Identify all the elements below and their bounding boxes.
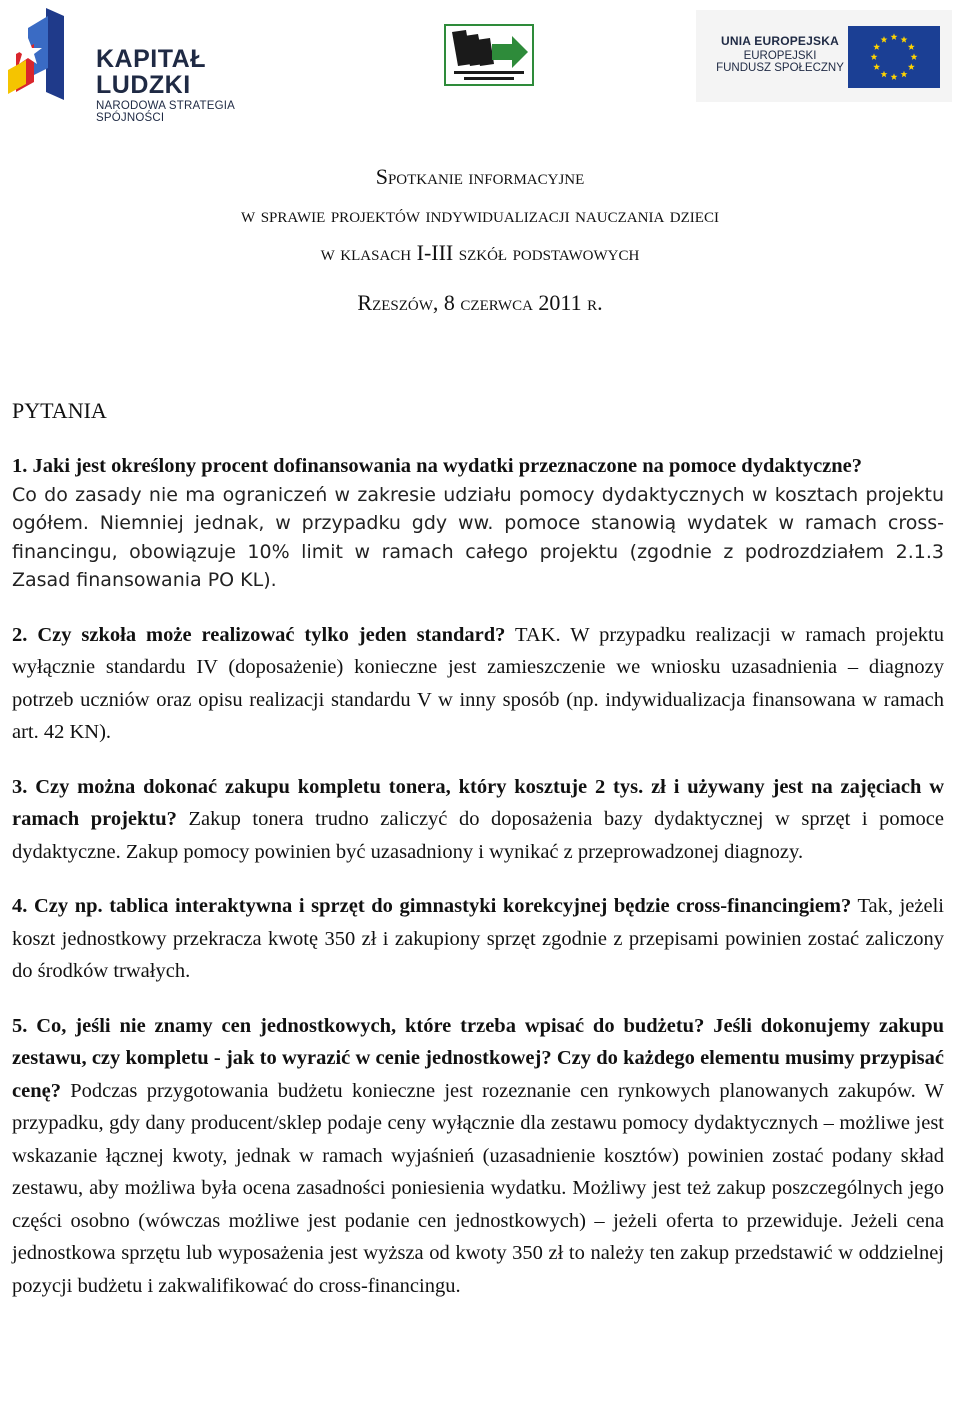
answer-text: TAK. W przypadku realizacji w ramach projektu wyłącznie standardu IV (doposażenie) konieczne jest zamieszczenie we wniosku uzasadnienia – diagnozy potrzeb uczniów oraz opisu realizacji standardu V w inny sposób (np. indywidualizacja finansowana w ramach art. 42 KN). xyxy=(12,623,944,743)
answer-text: Co do zasady nie ma ograniczeń w zakresie udziału pomocy dydaktycznych w kosztach projektu ogółem. Niemniej jednak, w przypadku gdy ww. pomoce stanowią wydatek w ramach cross-financingu, obowiązuje 10% limit w ramach całego projektu (zgodnie z podrozdziałem 2.1.3 Zasad finansowania PO KL). xyxy=(12,483,944,591)
question-text: 5. Co, jeśli nie znamy cen jednostkowych, które trzeba wpisać do budżetu? Jeśli dokonujemy zakupu zestawu, czy kompletu - jak to wyrazić w cenie jednostkowej? Czy do każdego elementu musimy przypisać cenę? xyxy=(12,1014,944,1102)
ue-wordmark xyxy=(716,34,844,74)
unia-europejska-logo xyxy=(696,10,952,102)
kapital-ludzki-wordmark xyxy=(96,46,298,124)
kapital-ludzki-logo xyxy=(8,8,298,124)
questions-list xyxy=(12,452,944,1324)
question-text: 2. Czy szkoła może realizować tylko jeden standard? xyxy=(12,623,506,646)
kapital-ludzki-subtitle: NARODOWA STRATEGIA SPÓJNOŚCI xyxy=(96,100,235,124)
eu-flag-icon xyxy=(848,26,940,88)
answer-text: Zakup tonera trudno zaliczyć do doposażenia bazy dydaktycznej w sprzęt i pomoce dydaktyczne. Zakup pomocy powinien być uzasadniony i wynikać z przeprowadzonej diagnozy. xyxy=(12,808,944,863)
wup-emblem-icon xyxy=(444,24,534,86)
question-text: 1. Jaki jest określony procent dofinansowania na wydatki przeznaczone na pomoce dydaktyczne? xyxy=(12,455,863,477)
section-heading: PYTANIA xyxy=(12,398,107,423)
title-line-3: w klasach I-III szkół podstawowych xyxy=(320,240,640,265)
kapital-ludzki-emblem-icon xyxy=(8,8,78,100)
question-text: 3. Czy można dokonać zakupu kompletu tonera, który kosztuje 2 tys. zł i używany jest na zajęciach w ramach projektu? xyxy=(12,775,944,830)
ue-line-2: EUROPEJSKI xyxy=(743,50,817,62)
ue-line-1: UNIA EUROPEJSKA xyxy=(721,34,839,48)
question-item-1 xyxy=(12,452,944,595)
document-title xyxy=(0,158,960,272)
document-date: Rzeszów, 8 czerwca 2011 r. xyxy=(357,290,603,315)
ue-line-3: FUNDUSZ SPOŁECZNY xyxy=(716,62,844,74)
question-text: 4. Czy np. tablica interaktywna i sprzęt do gimnastyki korekcyjnej będzie cross-financingiem? xyxy=(12,895,852,917)
answer-text: Podczas przygotowania budżetu konieczne jest rozeznanie cen rynkowych planowanych zakupów. W przypadku, gdy dany producent/sklep podaje ceny wyłącznie dla zestawu pomocy dydaktycznych – możliwe jest wskazanie łącznej kwoty, jednak w ramach wyjaśnień (uzasadnienie kosztów) powinien zostać podany skład zestawu, aby możliwa była ocena zasadności poniesienia wydatku. Możliwy jest też zakup poszczególnych jego części osobno (wówczas możliwe jest podanie cen jednostkowych) – jeżeli oferta to przewiduje. Jeżeli cena jednostkowa sprzętu lub wyposażenia jest wyższa od kwoty 350 zł to należy ten zakup przedstawić w oddzielnej pozycji budżetu i zakwalifikować do cross-financingu. xyxy=(12,1079,944,1297)
question-item-2 xyxy=(12,619,944,749)
title-line-1: Spotkanie informacyjne xyxy=(375,164,585,189)
question-item-4 xyxy=(12,890,944,988)
answer-text: Tak, jeżeli koszt jednostkowy przekracza kwotę 350 zł i zakupiony sprzęt zgodnie z przepisami powinien zostać zaliczony do środków trwałych. xyxy=(12,895,944,982)
wup-logo xyxy=(444,24,534,86)
title-line-2: w sprawie projektów indywidualizacji nauczania dzieci xyxy=(241,202,719,227)
question-item-3 xyxy=(12,771,944,869)
kapital-ludzki-title: KAPITAŁ LUDZKI xyxy=(96,45,206,99)
question-item-5 xyxy=(12,1010,944,1303)
